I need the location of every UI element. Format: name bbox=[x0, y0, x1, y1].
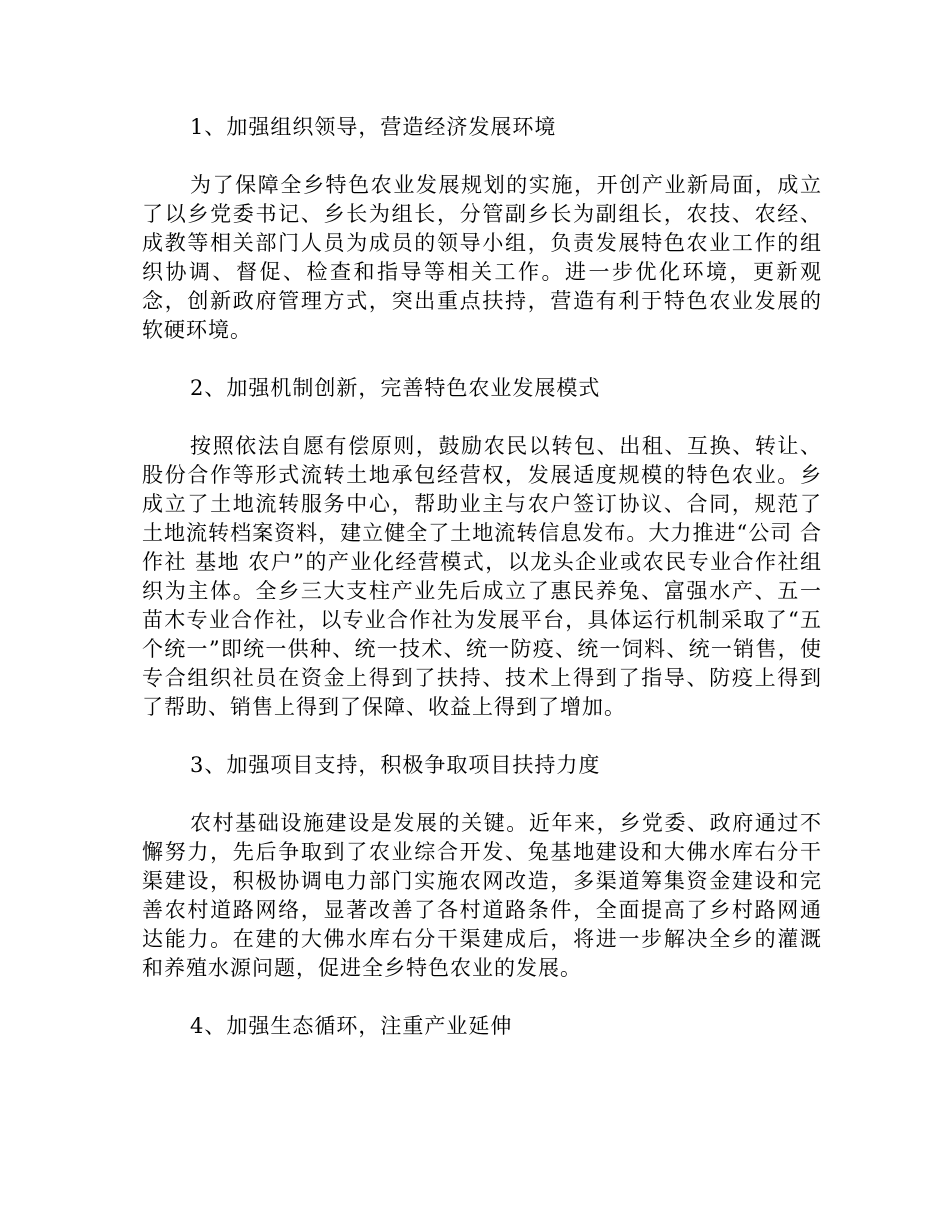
document-body bbox=[142, 113, 822, 1070]
section-3-heading: 3、加强项目支持，积极争取项目扶持力度 bbox=[190, 753, 601, 777]
section-2-paragraph: 按照依法自愿有偿原则，鼓励农民以转包、出租、互换、转让、股份合作等形式流转土地承包经营权，发展适度规模的特色农业。乡成立了土地流转服务中心，帮助业主与农户签订协议、合同，规范了土地流转档案资料，建立健全了土地流转信息发布。大力推进“公司 合作社 基地 农户”的产业化经营模式，以龙头企业或农民专业合作社组织为主体。全乡三大支柱产业先后成立了惠民养兔、富强水产、五一苗木专业合作社，以专业合作社为发展平台，具体运行机制采取了“五个统一”即统一供种、统一技术、统一防疫、统一饲料、统一销售，使专合组织社员在资金上得到了扶持、技术上得到了指导、防疫上得到了帮助、销售上得到了保障、收益上得到了增加。 bbox=[142, 434, 822, 719]
section-3-paragraph: 农村基础设施建设是发展的关键。近年来，乡党委、政府通过不懈努力，先后争取到了农业综合开发、兔基地建设和大佛水库右分干渠建设，积极协调电力部门实施农网改造，多渠道筹集资金建设和完善农村道路网络，显著改善了各村道路条件，全面提高了乡村路网通达能力。在建的大佛水库右分干渠建成后，将进一步解决全乡的灌溉和养殖水源问题，促进全乡特色农业的发展。 bbox=[142, 811, 822, 980]
section-1-paragraph: 为了保障全乡特色农业发展规划的实施，开创产业新局面，成立了以乡党委书记、乡长为组长，分管副乡长为副组长，农技、农经、成教等相关部门人员为成员的领导小组，负责发展特色农业工作的组织协调、督促、检查和指导等相关工作。进一步优化环境，更新观念，创新政府管理方式，突出重点扶持，营造有利于特色农业发展的软硬环境。 bbox=[142, 173, 822, 342]
section-4-heading: 4、加强生态循环，注重产业延伸 bbox=[190, 1014, 513, 1038]
section-1-heading: 1、加强组织领导，营造经济发展环境 bbox=[190, 115, 557, 139]
section-2-heading: 2、加强机制创新，完善特色农业发展模式 bbox=[190, 376, 601, 400]
